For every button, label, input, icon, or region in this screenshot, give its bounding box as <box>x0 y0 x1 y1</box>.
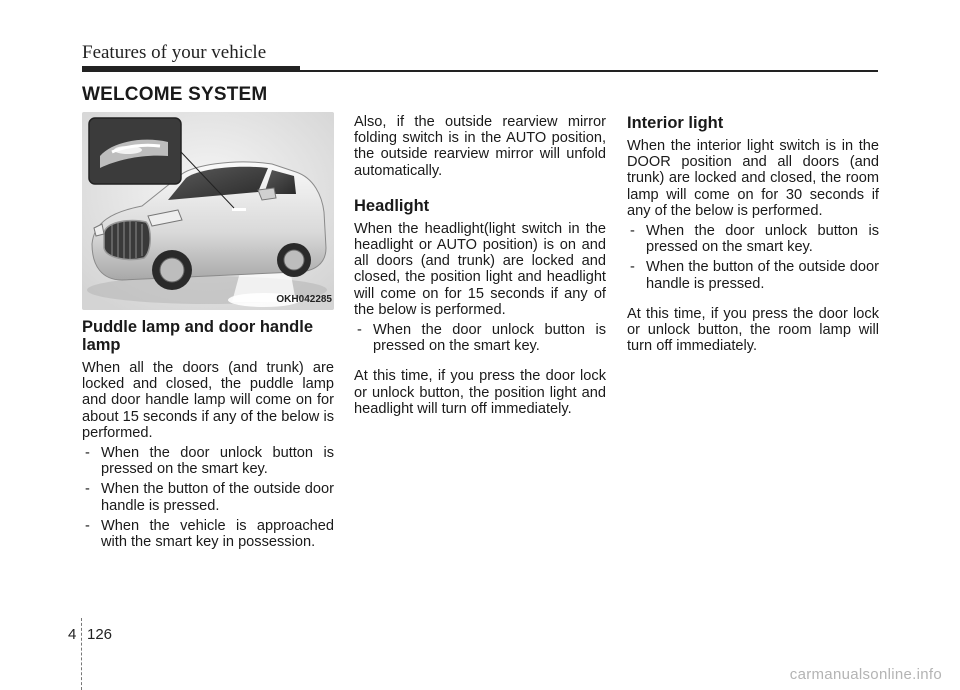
headlight-intro: When the headlight(light switch in the headlight or AUTO position) is on and all doors (and trunk) are locked and closed, the position light and headlight will come on for 15 seconds if any of the below is performed. <box>354 220 606 318</box>
interior-light-list <box>627 223 879 292</box>
car-illustration <box>82 112 334 310</box>
page-number: 126 <box>87 626 113 643</box>
column-middle <box>354 114 606 417</box>
column-left <box>82 112 334 554</box>
list-item: - When the door unlock button is pressed on the smart key. <box>82 445 334 477</box>
headlight-heading: Headlight <box>354 196 430 215</box>
list-item: - When the door unlock button is pressed on the smart key. <box>627 223 879 255</box>
interior-light-outro: At this time, if you press the door lock or unlock button, the room lamp will turn off immediately. <box>627 305 879 355</box>
list-item: - When the vehicle is approached with the smart key in possession. <box>82 518 334 550</box>
page-number-divider <box>81 618 82 690</box>
watermark: carmanualsonline.info <box>789 666 942 683</box>
interior-light-intro: When the interior light switch is in the DOOR position and all doors (and trunk) are locked and closed, the room lamp will come on for 30 seconds if any of the below is performed. <box>627 138 879 219</box>
mirror-text: Also, if the outside rearview mirror folding switch is in the AUTO position, the outside rearview mirror will unfold automatically. <box>354 114 606 179</box>
puddle-lamp-intro: When all the doors (and trunk) are locked and closed, the puddle lamp and door handle lamp will come on for about 15 seconds if any of the below is performed. <box>82 360 334 441</box>
car-image <box>82 112 334 310</box>
interior-light-heading: Interior light <box>627 114 724 132</box>
puddle-lamp-heading: Puddle lamp and door handle lamp <box>82 318 314 354</box>
headlight-outro: At this time, if you press the door lock or unlock button, the position light and headlight will turn off immediately. <box>354 368 606 417</box>
headlight-list <box>354 322 606 354</box>
header-rule <box>82 70 878 72</box>
section-title: WELCOME SYSTEM <box>82 84 268 105</box>
list-item: - When the button of the outside door handle is pressed. <box>82 481 334 513</box>
chapter-number: 4 <box>68 626 77 643</box>
chapter-title: Features of your vehicle <box>82 42 267 63</box>
list-item: - When the door unlock button is pressed on the smart key. <box>354 322 606 354</box>
column-right <box>627 114 879 354</box>
list-item: - When the button of the outside door handle is pressed. <box>627 259 879 291</box>
puddle-lamp-list <box>82 445 334 550</box>
figure-code: OKH042285 <box>276 293 332 305</box>
